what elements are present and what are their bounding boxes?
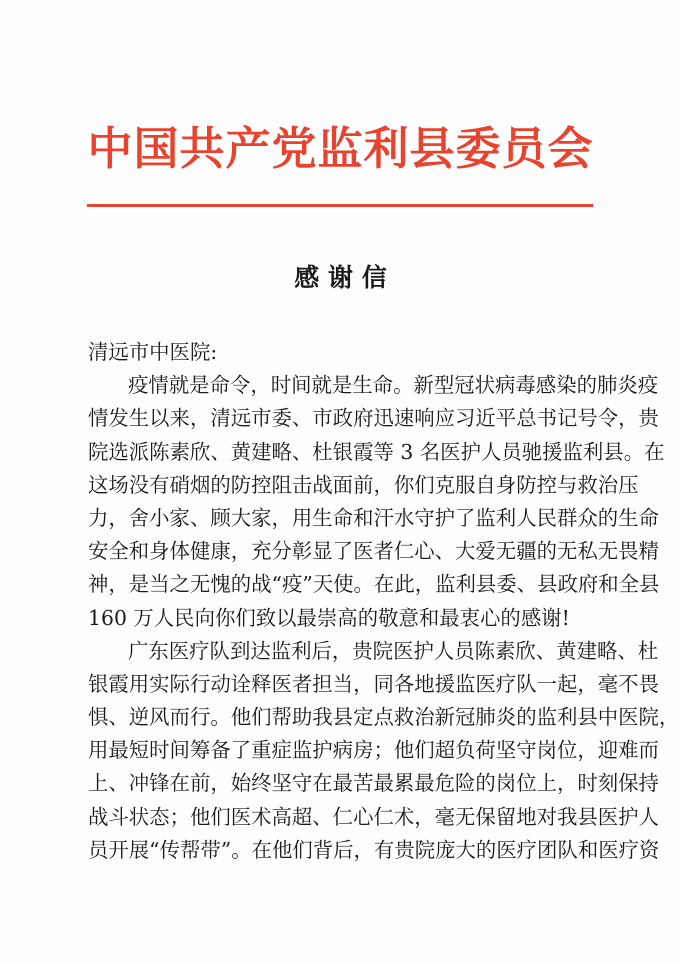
paragraph-line: 惧、逆风而行。他们帮助我县定点救治新冠肺炎的监利县中医院， (88, 705, 680, 730)
paragraph-1 (88, 369, 665, 635)
paragraph-line: 院选派陈素欣、黄建略、杜银霞等 3 名医护人员驰援监利县。在 (88, 439, 665, 464)
paragraph-line: 用最短时间筹备了重症监护病房；他们超负荷坚守岗位，迎难而 (88, 738, 659, 763)
paragraph-line: 广东医疗队到达监利后，贵院医护人员陈素欣、黄建略、杜 (128, 638, 659, 663)
paragraph-line: 战斗状态；他们医术高超、仁心仁术，毫无保留地对我县医护人 (88, 804, 659, 829)
paragraph-line: 160 万人民向你们致以最崇高的敬意和最衷心的感谢! (88, 605, 570, 630)
paragraph-line: 安全和身体健康，充分彰显了医者仁心、大爱无疆的无私无畏精 (88, 539, 659, 564)
paragraph-line: 力，舍小家、顾大家，用生命和汗水守护了监利人民群众的生命 (88, 505, 659, 530)
org-header-title: 中国共产党监利县委员会 (87, 122, 594, 175)
letter-body (88, 336, 680, 867)
salutation: 清远市中医院: (88, 340, 218, 364)
letter-title: 感 谢 信 (294, 263, 387, 292)
paragraph-line: 神，是当之无愧的战“疫”天使。在此，监利县委、县政府和全县 (88, 572, 660, 597)
paragraph-line: 员开展“传帮带”。在他们背后，有贵院庞大的医疗团队和医疗资 (88, 837, 660, 862)
paragraph-line: 银霞用实际行动诠释医者担当，同各地援监医疗队一起，毫不畏 (88, 671, 659, 696)
paragraph-line: 疫情就是命令，时间就是生命。新型冠状病毒感染的肺炎疫 (128, 373, 659, 398)
paragraph-line: 这场没有硝烟的防控阻击战面前，你们克服自身防控与救治压 (88, 472, 639, 497)
paragraph-line: 情发生以来，清远市委、市政府迅速响应习近平总书记号令，贵 (88, 406, 659, 431)
red-divider-rule (87, 204, 593, 207)
paragraph-line: 上、冲锋在前，始终坚守在最苦最累最危险的岗位上，时刻保持 (88, 771, 659, 796)
paragraph-2 (88, 635, 680, 867)
